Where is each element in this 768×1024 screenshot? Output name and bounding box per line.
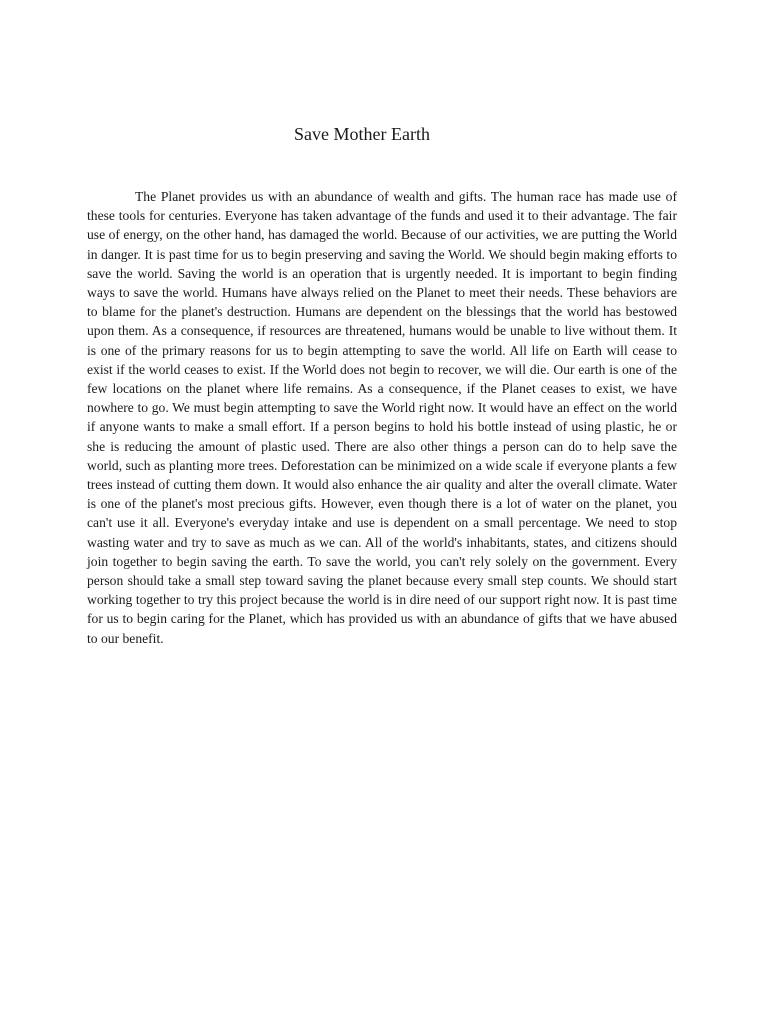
document-title: Save Mother Earth [294, 124, 430, 144]
body-paragraph: The Planet provides us with an abundance of wealth and gifts. The human race has made use of these tools for centuries. Everyone has taken advantage of the funds and used it to their advantage. The fair use of energy, on the other hand, has damaged the world. Because of our activities, we are putting the World in danger. It is past time for us to begin preserving and saving the World. We should begin making efforts to save the world. Saving the world is an operation that is urgently needed. It is important to begin finding ways to save the world. Humans have always relied on the Planet to meet their needs. These behaviors are to blame for the planet's destruction. Humans are dependent on the blessings that the world has bestowed upon them. As a consequence, if resources are threatened, humans would be unable to live without them. It is one of the primary reasons for us to begin attempting to save the world. All life on Earth will cease to exist if the world ceases to exist. If the World does not begin to recover, we will die. Our earth is one of the few locations on the planet where life remains. As a consequence, if the Planet ceases to exist, we have nowhere to go. We must begin attempting to save the World right now. It would have an effect on the world if anyone wants to make a small effort. If a person begins to hold his bottle instead of using plastic, he or she is reducing the amount of plastic used. There are also other things a person can do to help save the world, such as planting more trees. Deforestation can be minimized on a wide scale if everyone plants a few trees instead of cutting them down. It would also enhance the air quality and alter the overall climate. Water is one of the planet's most precious gifts. However, even though there is a lot of water on the planet, you can't use it all. Everyone's everyday intake and use is dependent on a small percentage. We need to stop wasting water and try to save as much as we can. All of the world's inhabitants, states, and citizens should join together to begin saving the earth. To save the world, you can't rely solely on the government. Every person should take a small step toward saving the planet because every small step counts. We should start working together to try this project because the world is in dire need of our support right now. It is past time for us to begin caring for the Planet, which has provided us with an abundance of gifts that we have abused to our benefit. [87, 189, 677, 646]
